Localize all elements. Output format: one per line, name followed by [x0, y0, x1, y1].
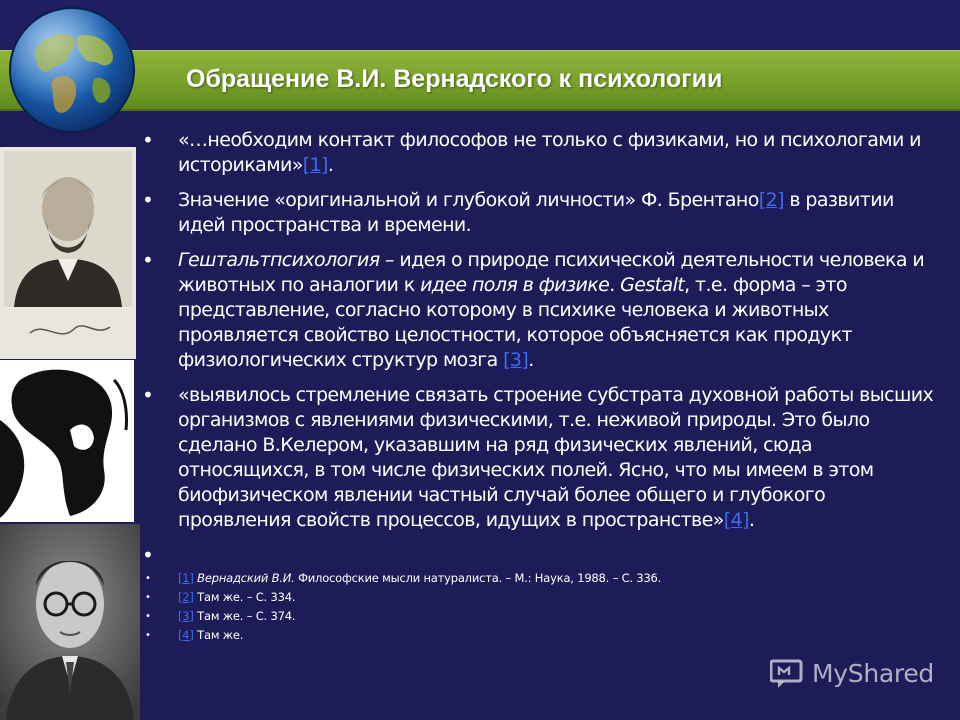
bullet-text: , т.е. форма – это представление, согласно которому в психике человека и животных проявляется свойство целостности, которое объясняется как продукт физиологических структур мозга [178, 274, 852, 371]
slide-content [140, 128, 940, 645]
italic-text: идее поля в физике [420, 274, 610, 296]
footnote-item [140, 607, 940, 626]
reference-link[interactable]: [1] [302, 154, 328, 176]
italic-text: Gestalt [620, 274, 685, 296]
myshared-logo-icon [770, 657, 806, 689]
bullet-text: . [609, 274, 621, 296]
footnote-item [140, 569, 940, 588]
footnote-marker-link[interactable]: [4] [178, 628, 194, 642]
bullet-text: Значение «оригинальной и глубокой личности» Ф. Брентано [178, 189, 759, 211]
footnote-marker-link[interactable]: [2] [178, 590, 194, 604]
bullet-text: «…необходим контакт философов не только с физиками, но и психологами и историками» [178, 129, 921, 176]
slide-title: Обращение В.И. Вернадского к психологии [186, 65, 723, 93]
bullet-item [140, 248, 940, 373]
italic-text: Вернадский В.И. [193, 571, 295, 585]
reference-link[interactable]: [3] [503, 349, 529, 371]
bullet-text: в развитии идей пространства и времени. [178, 189, 894, 236]
footnote-item [140, 626, 940, 645]
reference-link[interactable]: [2] [758, 189, 784, 211]
bullet-text: Там же. – С. 334. [193, 590, 296, 604]
bullet-text: . [528, 349, 534, 371]
bullet-item [140, 128, 940, 178]
bullet-item [140, 543, 940, 565]
bullet-text: – идея о природе психической деятельности человека и животных по аналогии к [178, 249, 925, 296]
footnote-marker-link[interactable]: [3] [178, 609, 194, 623]
bullet-text: Там же. – С. 374. [193, 609, 296, 623]
bullet-list [140, 128, 940, 565]
bullet-item [140, 383, 940, 533]
reference-link[interactable]: [4] [723, 509, 749, 531]
watermark-text: MyShared [812, 658, 934, 688]
bullet-text: . [327, 154, 334, 176]
gestalt-illusion-drawing [0, 360, 134, 522]
footnote-marker-link[interactable]: [1] [178, 571, 194, 585]
portrait-kohler [0, 524, 140, 720]
bullet-text: . [748, 509, 755, 531]
italic-text: Гештальтпсихология [178, 249, 380, 271]
bullet-text: «выявилось стремление связать строение субстрата духовной работы высших организмов с явлениями физическими, т.е. неживой природы. Это было сделано В.Келером, указавшим на ряд физических явлений, сюда относящихся, в том числе физических полей. Ясно, что мы имеем в этом биофизическом явлении частный случай более общего и глубокого проявления свойств процессов, идущих в пространстве» [178, 384, 934, 531]
bullet-text: Философские мысли натуралиста. – М.: Наука, 1988. – С. 336. [294, 571, 662, 585]
portrait-brentano [0, 147, 136, 359]
footnote-list [140, 569, 940, 645]
bullet-text: Там же. [193, 628, 244, 642]
bullet-item [140, 188, 940, 238]
globe-icon [8, 6, 136, 134]
myshared-watermark [770, 651, 950, 695]
top-band [0, 0, 960, 50]
footnote-item [140, 588, 940, 607]
